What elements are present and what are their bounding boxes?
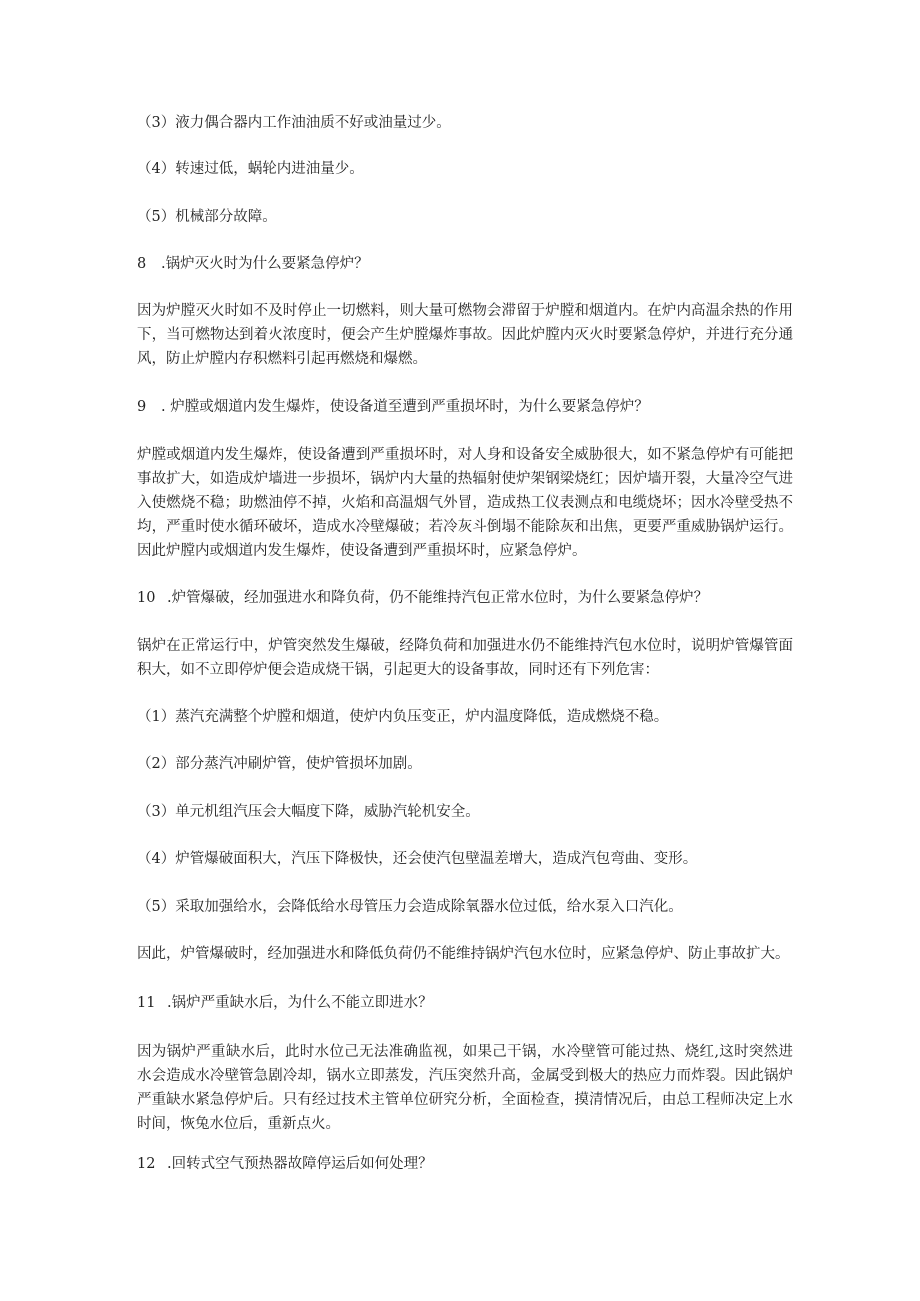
question-number: 11: [137, 995, 156, 1011]
list-item: （5）采取加强给水，会降低给水母管压力会造成除氧器水位过低，给水泵入口汽化。: [137, 899, 683, 915]
answer-paragraph: 锅炉在正常运行中，炉管突然发生爆破，经降负荷和加强进水仍不能维持汽包水位时，说明炉管爆管面积大，如不立即停炉便会造成烧干锅，引起更大的设备事故，同时还有下列危害：: [137, 638, 793, 678]
answer-paragraph: 炉膛或烟道内发生爆炸，使设备遭到严重损坏时，对人身和设备安全威胁很大，如不紧急停炉有可能把事故扩大，如造成炉墙进一步损坏，锅炉内大量的热辐射使炉架钢梁烧红；因炉墙开裂，大量冷空气进入使燃烧不稳；助燃油停不掉，火焰和高温烟气外冒，造成热工仪表测点和电缆烧坏；因水冷壁受热不均，严重时使水循环破坏，造成水冷壁爆破；若冷灰斗倒塌不能除灰和出焦，更要严重威胁锅炉运行。因此炉膛内或烟道内发生爆炸，使设备遭到严重损坏时，应紧急停炉。: [137, 447, 793, 559]
conclusion-paragraph: 因此，炉管爆破时，经加强进水和降低负荷仍不能维持锅炉汽包水位时，应紧急停炉、防止事故扩大。: [137, 946, 790, 962]
question-heading: [137, 397, 649, 417]
question-number: 10: [137, 590, 156, 606]
question-number: 9: [137, 399, 147, 415]
question-number: 8: [137, 256, 147, 272]
list-item: （4）转速过低，蜗轮内进油量少。: [137, 161, 364, 177]
list-item: （3）单元机组汽压会大幅度下降，威胁汽轮机安全。: [137, 804, 480, 820]
question-text: .回转式空气预热器故障停运后如何处理？: [167, 1156, 433, 1172]
question-text: .锅炉严重缺水后，为什么不能立即进水？: [167, 995, 433, 1011]
question-heading: [137, 1154, 433, 1174]
list-item: （4）炉管爆破面积大，汽压下降极快，还会使汽包壁温差增大，造成汽包弯曲、变形。: [137, 851, 698, 867]
question-text: . 炉膛或烟道内发生爆炸，使设备道至遭到严重损坏时，为什么要紧急停炉？: [161, 399, 649, 415]
answer-paragraph: 因为炉膛灭火时如不及时停止一切燃料，则大量可燃物会滞留于炉膛和烟道内。在炉内高温余热的作用下，当可燃物达到着火浓度时，便会产生炉膛爆炸事故。因此炉膛内灭火时要紧急停炉，并进行充分通风，防止炉膛内存积燃料引起再燃烧和爆燃。: [137, 303, 793, 367]
question-heading: [137, 254, 369, 274]
question-heading: [137, 588, 708, 608]
question-number: 12: [137, 1156, 156, 1172]
list-item: （5）机械部分故障。: [137, 209, 277, 225]
answer-paragraph: 因为锅炉严重缺水后，此时水位己无法准确监视，如果己干锅，水冷壁管可能过热、烧红,这时突然进水会造成水冷壁管急剧冷却，锅水立即蒸发，汽压突然升高，金属受到极大的热应力而炸裂。因此锅炉严重缺水紧急停炉后。只有经过技术主管单位研究分析，全面检查，摸清情况后，由总工程师决定上水时间，恢兔水位后，重新点火。: [137, 1044, 793, 1132]
question-text: .锅炉灭火时为什么要紧急停炉？: [161, 256, 369, 272]
list-item: （1）蒸汽充满整个炉膛和烟道，使炉内负压变正，炉内温度降低，造成燃烧不稳。: [137, 709, 669, 725]
question-heading: [137, 993, 433, 1013]
list-item: （2）部分蒸汽冲刷炉管，使炉管损坏加剧。: [137, 756, 422, 772]
list-item: （3）液力偶合器内工作油油质不好或油量过少。: [137, 115, 451, 131]
question-text: .炉管爆破，经加强进水和降负荷，仍不能维持汽包正常水位时，为什么要紧急停炉？: [167, 590, 709, 606]
